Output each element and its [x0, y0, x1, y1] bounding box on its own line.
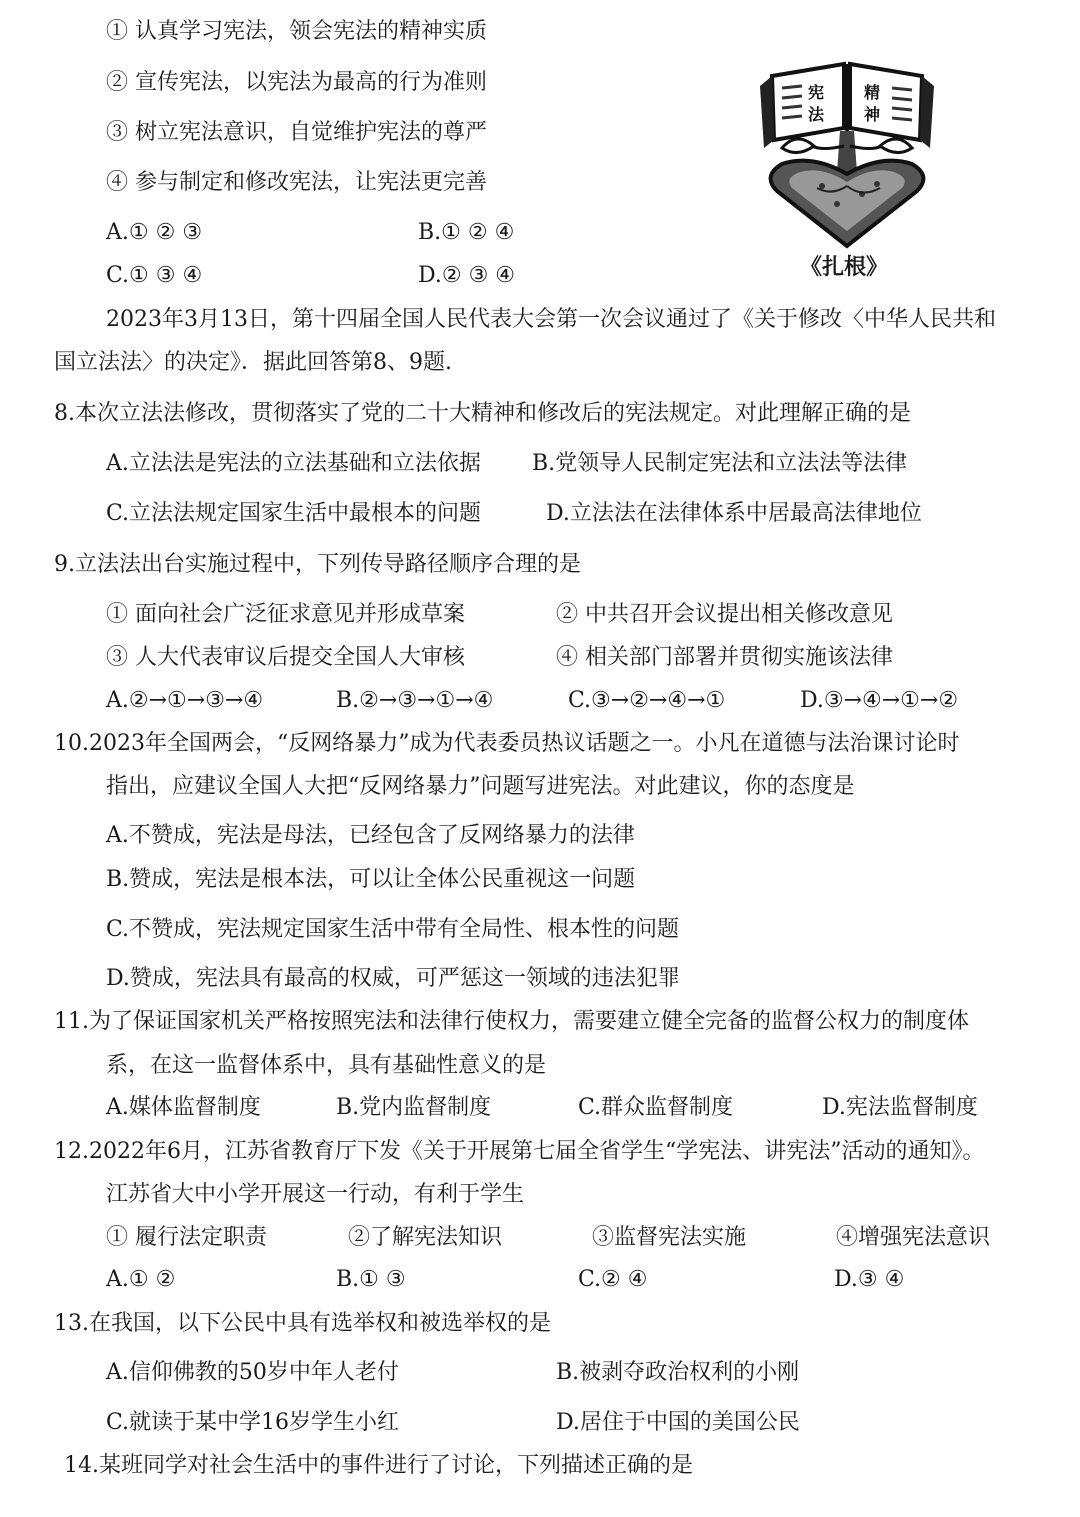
- q10-stem-line-1: 10.2023年全国两会，“反网络暴力”成为代表委员热议话题之一。小凡在道德与法治课讨论时: [54, 731, 960, 756]
- q9-choice-c: C.③→②→④→①: [568, 688, 726, 713]
- q11-choice-c: C.群众监督制度: [578, 1095, 734, 1120]
- q12-choice-d: D.③ ④: [834, 1267, 905, 1292]
- q8-choice-c: C.立法法规定国家生活中最根本的问题: [106, 501, 482, 526]
- q8-stem: 8.本次立法法修改，贯彻落实了党的二十大精神和修改后的宪法规定。对此理解正确的是: [54, 401, 911, 426]
- passage-line-1: 2023年3月13日，第十四届全国人民代表大会第一次会议通过了《关于修改〈中华人民共和: [106, 307, 996, 332]
- q9-item-1: ① 面向社会广泛征求意见并形成草案: [106, 602, 465, 627]
- q11-choice-a: A.媒体监督制度: [106, 1095, 261, 1120]
- q11-choice-b: B.党内监督制度: [336, 1095, 492, 1120]
- q11-stem-line-1: 11.为了保证国家机关严格按照宪法和法律行使权力，需要建立健全完备的监督公权力的制度体: [54, 1009, 969, 1034]
- q12-stem-line-1: 12.2022年6月，江苏省教育厅下发《关于开展第七届全省学生“学宪法、讲宪法”活动的通知》。: [54, 1139, 985, 1164]
- book-char-2: 法: [808, 105, 825, 124]
- q12-item-3: ③监督宪法实施: [592, 1225, 747, 1250]
- q13-choice-b: B.被剥夺政治权利的小刚: [556, 1360, 800, 1385]
- q7-choice-b: B.① ② ④: [418, 220, 515, 245]
- q9-choice-d: D.③→④→①→②: [800, 688, 959, 713]
- q9-stem: 9.立法法出台实施过程中，下列传导路径顺序合理的是: [54, 552, 581, 577]
- q12-item-1: ① 履行法定职责: [106, 1225, 267, 1250]
- q12-choice-b: B.① ③: [336, 1267, 406, 1292]
- q9-choice-b: B.②→③→①→④: [336, 688, 494, 713]
- q11-stem-line-2: 系，在这一监督体系中，具有基础性意义的是: [106, 1053, 547, 1078]
- q12-item-2: ②了解宪法知识: [348, 1225, 503, 1250]
- q7-option-3: ③ 树立宪法意识，自觉维护宪法的尊严: [106, 120, 487, 145]
- q10-choice-b: B.赞成，宪法是根本法，可以让全体公民重视这一问题: [106, 867, 636, 892]
- q12-choice-a: A.① ②: [106, 1267, 176, 1292]
- q10-choice-c: C.不赞成，宪法规定国家生活中带有全局性、根本性的问题: [106, 917, 680, 942]
- q9-item-4: ④ 相关部门部署并贯彻实施该法律: [556, 645, 893, 670]
- q13-choice-d: D.居住于中国的美国公民: [556, 1410, 800, 1435]
- q13-choice-c: C.就读于某中学16岁学生小红: [106, 1410, 400, 1435]
- book-char-4: 神: [864, 105, 881, 124]
- q8-choice-a: A.立法法是宪法的立法基础和立法依据: [106, 451, 481, 476]
- figure-caption: 《扎根》: [800, 254, 889, 280]
- q10-choice-d: D.赞成，宪法具有最高的权威，可严惩这一领域的违法犯罪: [106, 966, 680, 991]
- book-char-1: 宪: [808, 83, 825, 102]
- q7-choice-a: A.① ② ③: [106, 220, 203, 245]
- q9-item-3: ③ 人大代表审议后提交全国人大审核: [106, 645, 465, 670]
- q13-choice-a: A.信仰佛教的50岁中年人老付: [106, 1360, 399, 1385]
- rooted-book-illustration: [752, 36, 942, 286]
- q7-option-2: ② 宣传宪法，以宪法为最高的行为准则: [106, 70, 487, 95]
- q7-choice-c: C.① ③ ④: [106, 263, 203, 288]
- passage-line-2: 国立法法〉的决定》．据此回答第8、9题.: [54, 350, 452, 375]
- q7-option-1: ① 认真学习宪法，领会宪法的精神实质: [106, 19, 487, 44]
- q9-item-2: ② 中共召开会议提出相关修改意见: [556, 602, 893, 627]
- q10-choice-a: A.不赞成，宪法是母法，已经包含了反网络暴力的法律: [106, 823, 635, 848]
- q11-choice-d: D.宪法监督制度: [822, 1095, 978, 1120]
- q8-choice-b: B.党领导人民制定宪法和立法法等法律: [532, 451, 908, 476]
- q7-choice-d: D.② ③ ④: [418, 263, 516, 288]
- q12-stem-line-2: 江苏省大中小学开展这一行动，有利于学生: [106, 1182, 525, 1207]
- q14-stem: 14.某班同学对社会生活中的事件进行了讨论，下列描述正确的是: [64, 1453, 693, 1478]
- book-char-3: 精: [864, 83, 881, 102]
- q12-item-4: ④增强宪法意识: [836, 1225, 991, 1250]
- q7-option-4: ④ 参与制定和修改宪法，让宪法更完善: [106, 170, 487, 195]
- q12-choice-c: C.② ④: [578, 1267, 648, 1292]
- q9-choice-a: A.②→①→③→④: [106, 688, 264, 713]
- q13-stem: 13.在我国，以下公民中具有选举权和被选举权的是: [54, 1311, 551, 1336]
- q10-stem-line-2: 指出，应建议全国人大把“反网络暴力”问题写进宪法。对此建议，你的态度是: [106, 774, 855, 799]
- q8-choice-d: D.立法法在法律体系中居最高法律地位: [546, 501, 922, 526]
